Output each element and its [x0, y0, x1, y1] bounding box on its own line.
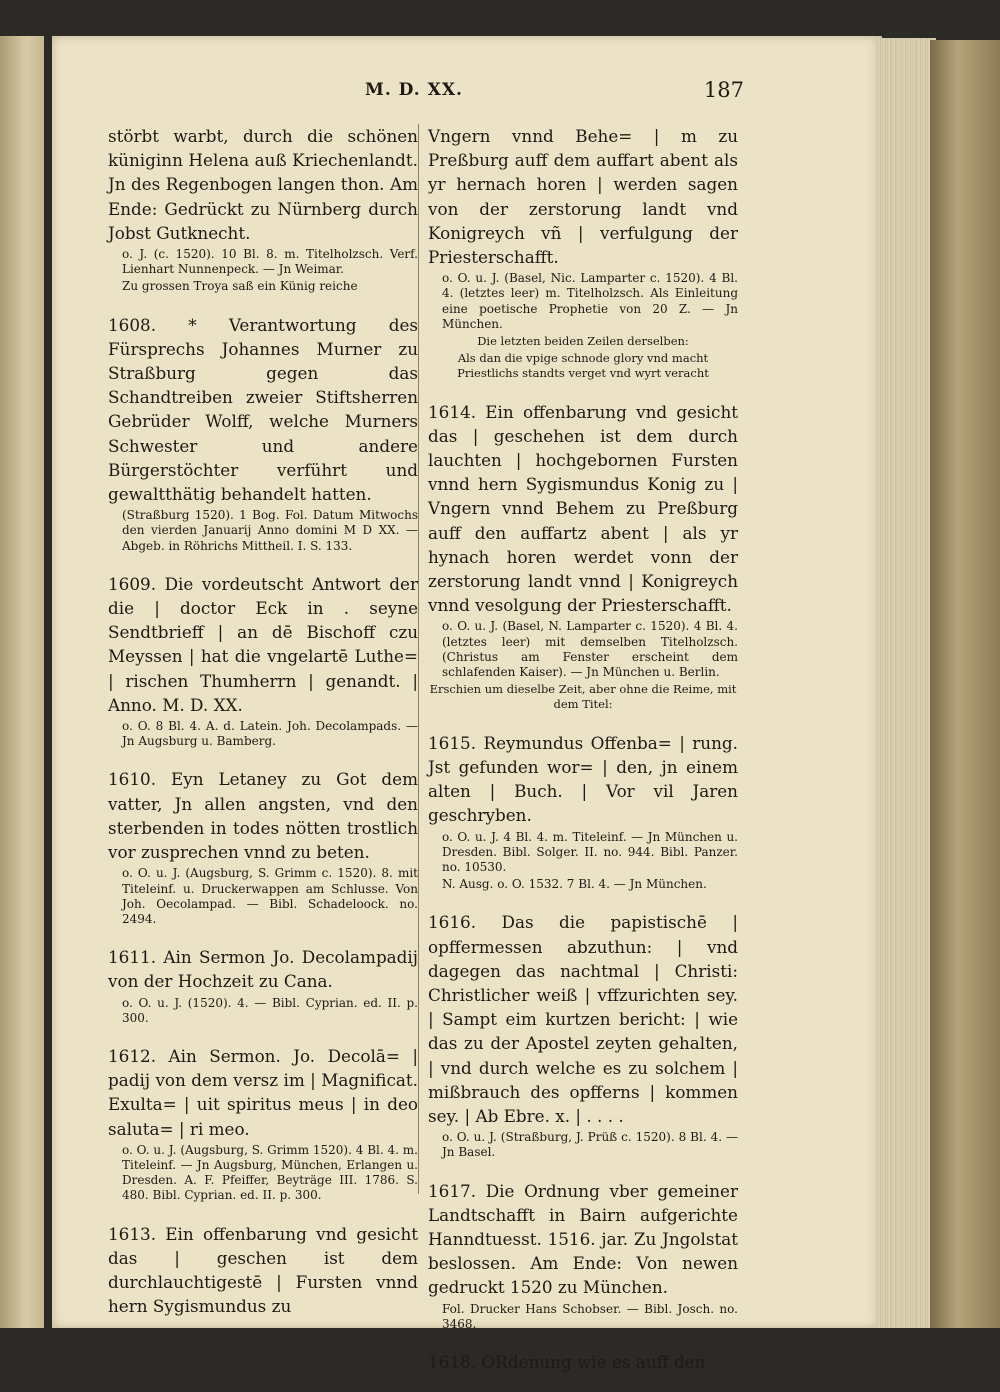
catalog-entry: [428, 910, 738, 1160]
entry-title: 1608. * Verantwortung des Fürsprechs Johannes Murner zu Straßburg gegen das Schandtreiben zweier Stiftsherren Gebrüder Wolff, welche Murners Schwester und andere Bürgerstöchter verführt und gewaltthätig behandelt hatten.: [108, 314, 418, 505]
entry-note: o. O. u. J. (Augsburg, S. Grimm c. 1520). 8. mit Titeleinf. u. Druckerwappen am Schlusse. Von Joh. Oecolampad. — Bibl. Schadeloock. no. 2494.: [122, 866, 418, 926]
entry-title: 1611. Ain Sermon Jo. Decolampadij von der Hochzeit zu Cana.: [108, 947, 418, 992]
page-stack-edge: [876, 38, 936, 1328]
column-divider: [418, 124, 419, 1194]
left-column: [108, 124, 418, 1336]
right-column: [428, 124, 738, 1392]
entry-title: 1615. Reymundus Offenba= | rung. Jst gefunden wor= | den, jn einem alten | Buch. | Vor vil Jaren geschryben.: [428, 732, 738, 826]
catalog-entry: [428, 731, 738, 893]
catalog-entry: [108, 945, 418, 1026]
catalog-entry: [428, 1350, 738, 1374]
page-header: [60, 74, 800, 104]
entry-note: o. O. u. J. (Basel, Nic. Lamparter c. 1520). 4 Bl. 4. (letztes leer) m. Titelholzsch. Als Einleitung eine poetische Prophetie von 20 Z. — Jn München.: [442, 271, 738, 331]
catalog-entry: [108, 1222, 418, 1319]
entry-title: 1612. Ain Sermon. Jo. Decolā= | padij von dem versz im | Magnificat. Exulta= | uit spiritus meus | in deo saluta= | ri meo.: [108, 1045, 418, 1139]
catalog-entry: [108, 572, 418, 750]
entry-title: 1610. Eyn Letaney zu Got dem vatter, Jn allen angsten, vnd den sterbenden in todes nötten trostlich vor zusprechen vnnd zu beten.: [108, 769, 418, 863]
facing-page-edge: [0, 36, 44, 1328]
entry-note: Zu grossen Troya saß ein Künig reiche: [122, 279, 358, 294]
catalog-entry: [108, 313, 418, 554]
entry-quote: Als dan die vpige schnode glory vnd macht Priestlichs standts verget vnd wyrt veracht: [457, 351, 709, 381]
entry-note: o. O. u. J. 4 Bl. 4. m. Titeleinf. — Jn München u. Dresden. Bibl. Solger. II. no. 944. Bibl. Panzer. no. 10530.: [442, 829, 738, 874]
entry-title: 1609. Die vordeutscht Antwort der die | doctor Eck in . seyne Sendtbrieff | an dē Bischoff czu Meyssen | hat die vngelartē Luthe= | rischen Thumherrn | genandt. | Anno. M. D. XX.: [108, 573, 418, 715]
running-title: M. D. XX.: [365, 80, 463, 100]
page-number: 187: [703, 78, 744, 102]
entry-note: o. O. 8 Bl. 4. A. d. Latein. Joh. Decolampads. — Jn Augsburg u. Bamberg.: [122, 719, 418, 749]
entry-title: 1618. ORdenung wie es auff den: [428, 1351, 706, 1372]
entry-note: o. O. u. J. (Basel, N. Lamparter c. 1520). 4 Bl. 4. (letztes leer) mit demselben Titelholzsch. (Christus am Fenster erscheint dem schlafenden Kaiser). — Jn München u. Berlin.: [442, 619, 738, 680]
catalog-entry: [428, 1179, 738, 1332]
entry-note: N. Ausg. o. O. 1532. 7 Bl. 4. — Jn München.: [442, 877, 707, 892]
catalog-entry: [108, 1044, 418, 1204]
catalog-entry: [108, 124, 418, 295]
catalog-entry: [428, 400, 738, 713]
entry-title: 1614. Ein offenbarung vnd gesicht das | geschehen ist dem durch lauchten | hochgebornen Fursten vnnd hern Sygismundus Konig zu | Vngern vnnd Behem zu Preßburg auff den auffartz abent | als yr hynach horen werdet vonn der zerstorung landt vnnd | Konigreych vnnd vesolgung der Priesterschafft.: [428, 401, 738, 616]
entry-title: 1617. Die Ordnung vber gemeiner Landtschafft in Bairn aufgerichte Hanndtuesst. 1516. jar. Zu Jngolstat beslossen. Am Ende: Von newen gedruckt 1520 zu München.: [428, 1180, 738, 1298]
catalog-entry: [428, 124, 738, 382]
book-cover-edge: [930, 40, 1000, 1328]
entry-quote: Die letzten beiden Zeilen derselben:: [477, 334, 689, 349]
entry-note: o. O. u. J. (Augsburg, S. Grimm 1520). 4 Bl. 4. m. Titeleinf. — Jn Augsburg, München, Erlangen u. Dresden. A. F. Pfeiffer, Beyträge III. 1786. S. 480. Bibl. Cyprian. ed. II. p. 300.: [122, 1142, 418, 1203]
entry-title: störbt warbt, durch die schönen küniginn Helena auß Kriechenlandt. Jn des Regenbogen langen thon. Am Ende: Gedrückt zu Nürnberg durch Jobst Gutknecht.: [108, 126, 418, 243]
entry-title: Vngern vnnd Behe= | m zu Preßburg auff dem auffart abent als yr hernach horen | werden sagen von der zerstorung landt vnd Konigreych vñ | verfulgung der Priesterschafft.: [428, 126, 738, 268]
entry-note: o. J. (c. 1520). 10 Bl. 8. m. Titelholzsch. Verf. Lienhart Nunnenpeck. — Jn Weimar.: [122, 247, 418, 277]
entry-title: 1613. Ein offenbarung vnd gesicht das | geschen ist dem durchlauchtigestē | Fursten vnnd hern Sygismundus zu: [108, 1223, 418, 1317]
entry-title: 1616. Das die papistischē | opffermessen abzuthun: | vnd dagegen das nachtmal | Christi: Christlicher weiß | vffzurichten sey. | Sampt eim kurtzen bericht: | wie das zu der Apostel zeyten gehalten, | vnd durch welche es zu solchem | mißbrauch des opfferns | kommen sey. | Ab Ebre. x. | . . . .: [428, 912, 738, 1126]
entry-note: Fol. Drucker Hans Schobser. — Bibl. Josch. no. 3468.: [442, 1301, 738, 1331]
entry-note: (Straßburg 1520). 1 Bog. Fol. Datum Mitwochs den vierden Januarij Anno domini M D XX. — Abgeb. in Röhrichs Mittheil. I. S. 133.: [122, 508, 418, 553]
entry-note: o. O. u. J. (Straßburg, J. Prüß c. 1520). 8 Bl. 4. — Jn Basel.: [442, 1130, 738, 1160]
entry-quote: Erschien um dieselbe Zeit, aber ohne die Reime, mit dem Titel:: [429, 682, 737, 712]
entry-note: o. O. u. J. (1520). 4. — Bibl. Cyprian. ed. II. p. 300.: [122, 995, 418, 1025]
catalog-entry: [108, 767, 418, 927]
